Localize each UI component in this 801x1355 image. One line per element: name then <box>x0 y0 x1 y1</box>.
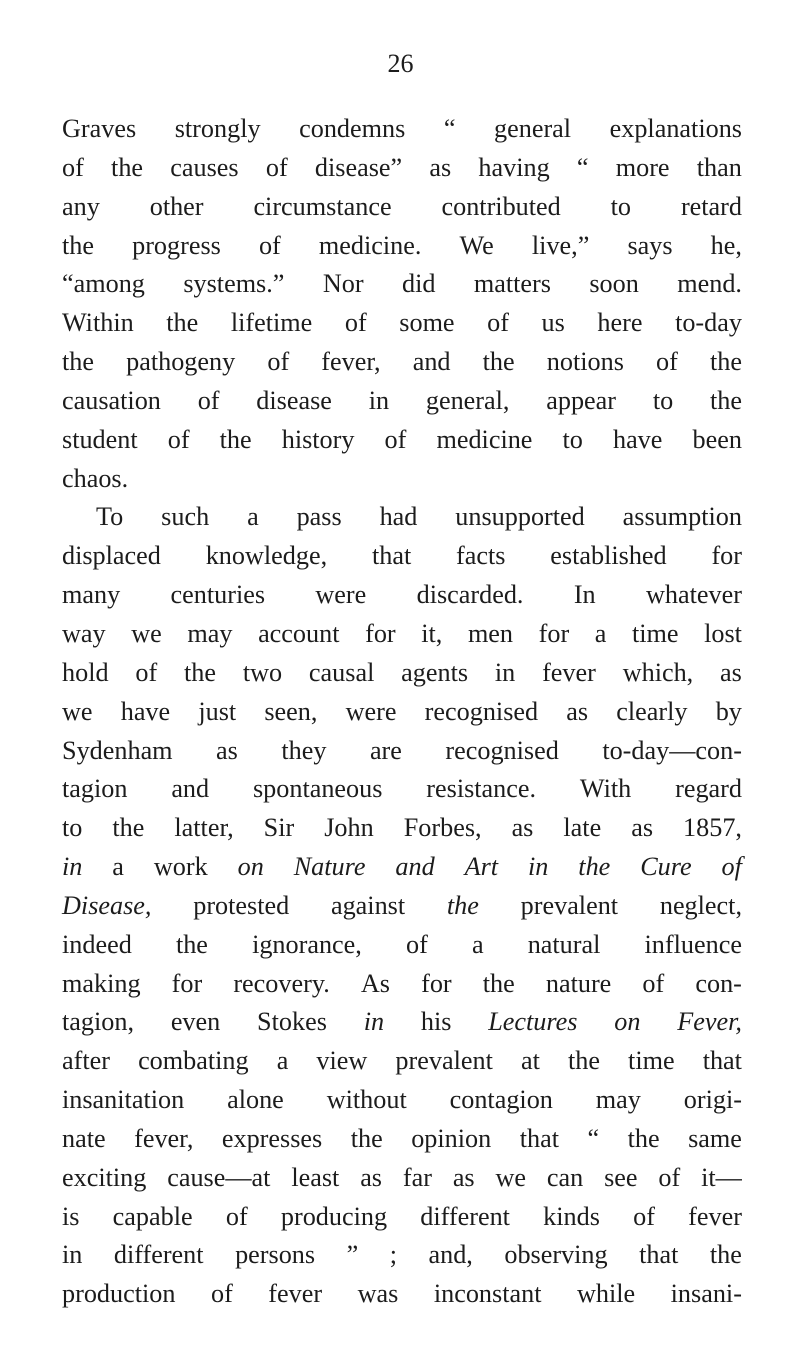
word: men <box>467 618 514 648</box>
word: a <box>471 929 484 959</box>
text-line <box>62 227 742 266</box>
word: As <box>360 968 390 998</box>
word: the <box>567 1046 600 1076</box>
word: the <box>446 890 479 920</box>
word: student <box>62 424 138 454</box>
word: producing <box>280 1201 388 1231</box>
word: a <box>112 852 124 882</box>
word: insani- <box>670 1279 742 1309</box>
word: way <box>62 618 106 648</box>
text-line <box>62 421 742 460</box>
word: spontaneous <box>252 774 383 804</box>
word: production <box>62 1279 176 1309</box>
word: Forbes, <box>403 813 482 843</box>
word: Sir <box>263 813 295 843</box>
word: of <box>135 657 158 687</box>
word: time <box>631 618 679 648</box>
word: as <box>720 657 742 687</box>
word: retard <box>680 191 742 221</box>
word: least <box>291 1162 340 1192</box>
word: late <box>563 813 602 843</box>
word: that <box>519 1123 559 1153</box>
word: here <box>597 308 643 338</box>
word: which, <box>622 657 694 687</box>
word: the <box>62 347 94 377</box>
word: contagion <box>449 1085 553 1115</box>
word: were <box>315 580 367 610</box>
text-line <box>62 188 742 227</box>
word: work <box>153 852 208 882</box>
word: of <box>267 347 290 377</box>
word: strongly <box>174 114 261 143</box>
word: natural <box>527 929 601 959</box>
word: pathogeny <box>126 347 236 377</box>
word: lost <box>704 618 742 648</box>
page-number: 26 <box>387 49 414 78</box>
word: at <box>520 1046 540 1076</box>
word: two <box>242 657 283 687</box>
word: that <box>371 541 412 571</box>
word: to <box>652 385 674 415</box>
word: Stokes <box>257 1007 327 1037</box>
word: says <box>627 230 673 260</box>
text-line <box>62 848 742 887</box>
text-line <box>62 460 742 499</box>
word: many <box>62 580 121 610</box>
text-line <box>62 965 742 1004</box>
word: than <box>696 152 742 182</box>
word: was <box>357 1279 399 1309</box>
text-line <box>62 1003 742 1042</box>
word: we <box>62 696 93 726</box>
text-line <box>62 887 742 926</box>
word: We <box>459 230 494 260</box>
text-line <box>62 1081 742 1120</box>
word: as <box>566 696 589 726</box>
word: discarded. <box>416 580 524 610</box>
word: indeed <box>62 929 132 959</box>
word: seen, <box>264 696 318 726</box>
word: time <box>628 1046 675 1076</box>
word: and, <box>428 1240 473 1270</box>
word: we <box>131 618 162 648</box>
word: to <box>562 424 583 454</box>
word: nate <box>62 1123 106 1153</box>
word: hold <box>62 657 109 687</box>
word: regard <box>675 774 742 804</box>
word: without <box>326 1085 407 1115</box>
word: to <box>610 191 632 221</box>
word: opinion <box>411 1123 492 1153</box>
word: causal <box>308 657 375 687</box>
word: the <box>112 813 145 843</box>
word: cause—at <box>167 1162 271 1192</box>
word: they <box>281 735 327 765</box>
word: mend. <box>677 269 742 299</box>
word: of <box>344 308 367 338</box>
word: “ <box>587 1123 600 1153</box>
word: “ <box>443 114 456 143</box>
word: after <box>62 1046 110 1076</box>
word: in <box>368 385 390 415</box>
word: Lectures <box>488 1007 578 1037</box>
word: fever <box>268 1279 323 1309</box>
word: a <box>276 1046 289 1076</box>
word: circumstance <box>253 191 392 221</box>
word: the <box>627 1123 660 1153</box>
word: insanitation <box>62 1085 185 1115</box>
word: progress <box>132 230 221 260</box>
word: ” <box>346 1240 359 1270</box>
text-line <box>62 809 742 848</box>
word: combating <box>138 1046 249 1076</box>
word: of <box>721 852 742 882</box>
word: ; <box>389 1240 397 1270</box>
word: With <box>579 774 632 804</box>
word: Nor <box>322 269 364 299</box>
word: different <box>113 1240 204 1270</box>
text-line <box>62 654 742 693</box>
word: tagion <box>62 774 128 804</box>
word: centuries <box>170 580 266 610</box>
text-line <box>62 1198 742 1237</box>
word: influence <box>644 929 742 959</box>
word: expresses <box>221 1123 323 1153</box>
text-line <box>62 1042 742 1081</box>
word: the <box>709 1240 742 1270</box>
word: for <box>421 968 452 998</box>
word: and <box>395 852 435 882</box>
word: different <box>420 1201 510 1231</box>
word: neglect, <box>659 890 742 920</box>
word: in <box>363 1007 385 1037</box>
word: view <box>316 1046 368 1076</box>
word: contributed <box>441 191 561 221</box>
word: Art <box>464 852 499 882</box>
word: 1857, <box>683 813 742 843</box>
text-line <box>62 1120 742 1159</box>
word: had <box>379 502 418 532</box>
word: us <box>541 308 565 338</box>
word: fever <box>542 657 596 687</box>
word: and <box>412 347 451 377</box>
word: matters <box>473 269 551 299</box>
word: in <box>528 852 549 882</box>
word: the <box>62 230 94 260</box>
word: Cure <box>640 852 692 882</box>
word: of <box>642 968 665 998</box>
word: causes <box>170 152 239 182</box>
word: observing <box>504 1240 608 1270</box>
word: for <box>365 618 396 648</box>
word: may <box>595 1085 641 1115</box>
word: some <box>399 308 455 338</box>
word: recognised <box>445 735 559 765</box>
word: persons <box>235 1240 316 1270</box>
word: while <box>576 1279 636 1309</box>
word: fever, <box>321 347 381 377</box>
word: history <box>281 424 355 454</box>
word: inconstant <box>433 1279 542 1309</box>
word: the <box>175 929 208 959</box>
word: nature <box>545 968 612 998</box>
word: the <box>482 968 515 998</box>
word: the <box>578 852 611 882</box>
word: in <box>62 1240 83 1270</box>
word: prevalent <box>395 1046 493 1076</box>
word: and <box>171 774 210 804</box>
word: of <box>405 929 428 959</box>
word: ignorance, <box>252 929 362 959</box>
word: far <box>402 1162 432 1192</box>
word: on <box>237 852 264 882</box>
word: his <box>420 1007 452 1037</box>
word: facts <box>456 541 506 571</box>
word: the <box>709 347 742 377</box>
word: soon <box>589 269 639 299</box>
word: of <box>167 424 190 454</box>
word: as <box>511 813 534 843</box>
word: displaced <box>62 541 161 571</box>
word: in <box>62 852 83 882</box>
word: by <box>715 696 742 726</box>
word: fever, <box>134 1123 194 1153</box>
word: resistance. <box>426 774 537 804</box>
text-line <box>62 537 742 576</box>
text-line <box>62 304 742 343</box>
word: making <box>62 968 141 998</box>
word: been <box>692 424 742 454</box>
word: as <box>216 735 238 765</box>
word: origi- <box>683 1085 742 1115</box>
word: of <box>265 152 288 182</box>
text-line <box>62 265 742 304</box>
word: explanations <box>609 114 742 143</box>
text-line <box>62 770 742 809</box>
word: have <box>612 424 663 454</box>
word: Graves <box>62 114 137 143</box>
word: may <box>187 618 233 648</box>
text-line <box>62 1159 742 1198</box>
word: lifetime <box>230 308 313 338</box>
word: to-day <box>675 308 742 338</box>
word: that <box>702 1046 742 1076</box>
word: it, <box>421 618 443 648</box>
text-line <box>62 615 742 654</box>
word: appear <box>546 385 617 415</box>
word: of <box>210 1279 233 1309</box>
text-line <box>62 343 742 382</box>
word: even <box>170 1007 221 1037</box>
word: for <box>711 541 742 571</box>
word: systems.” <box>183 269 285 299</box>
text-line <box>62 1236 742 1275</box>
word: the <box>482 347 515 377</box>
word: see <box>604 1162 638 1192</box>
word: account <box>258 618 340 648</box>
word: fever <box>688 1201 742 1231</box>
word: medicine. <box>318 230 422 260</box>
word: John <box>324 813 374 843</box>
word: pass <box>296 502 342 532</box>
word: “ <box>576 152 589 182</box>
word: “among <box>62 269 145 299</box>
word: disease <box>256 385 332 415</box>
body-text <box>62 110 742 1314</box>
word: to <box>62 813 83 843</box>
word: tagion, <box>62 1007 135 1037</box>
word: of <box>62 152 84 182</box>
word: Nature <box>293 852 366 882</box>
word: Disease, <box>62 890 152 920</box>
word: against <box>330 890 406 920</box>
text-line <box>62 926 742 965</box>
word: the <box>111 152 144 182</box>
word: the <box>166 308 199 338</box>
word: unsupported <box>455 502 585 532</box>
word: were <box>345 696 397 726</box>
text-line <box>62 1275 742 1314</box>
word: we <box>495 1162 527 1192</box>
word: kinds <box>543 1201 600 1231</box>
word: assumption <box>622 502 742 532</box>
word: having <box>478 152 550 182</box>
word: of <box>258 230 281 260</box>
text-line <box>62 382 742 421</box>
word: as <box>429 152 452 182</box>
text-line <box>62 732 742 771</box>
word: is <box>62 1201 80 1231</box>
word: whatever <box>645 580 742 610</box>
word: for <box>538 618 570 648</box>
word: exciting <box>62 1162 147 1192</box>
word: as <box>452 1162 475 1192</box>
word: to-day—con- <box>602 735 742 765</box>
word: are <box>369 735 402 765</box>
word: that <box>639 1240 679 1270</box>
word: a <box>594 618 607 648</box>
word: Sydenham <box>62 735 173 765</box>
word: the <box>709 385 742 415</box>
word: To <box>96 502 124 532</box>
word: as <box>360 1162 383 1192</box>
word: recovery. <box>233 968 330 998</box>
word: medicine <box>436 424 533 454</box>
word: the <box>184 657 217 687</box>
word: of <box>225 1201 248 1231</box>
word: any <box>62 191 100 221</box>
word: general, <box>425 385 510 415</box>
word: same <box>688 1123 742 1153</box>
word: alone <box>227 1085 284 1115</box>
word: live,” <box>531 230 590 260</box>
word: can <box>546 1162 584 1192</box>
text-line <box>62 693 742 732</box>
word: general <box>494 114 572 143</box>
word: knowledge, <box>205 541 328 571</box>
word: of <box>197 385 220 415</box>
word: prevalent <box>520 890 619 920</box>
text-line <box>62 576 742 615</box>
word: the <box>350 1123 383 1153</box>
word: recognised <box>424 696 539 726</box>
word: in <box>494 657 516 687</box>
word: disease” <box>314 152 403 182</box>
word: of <box>633 1201 655 1231</box>
word: for <box>171 968 203 998</box>
word: clearly <box>616 696 688 726</box>
word: causation <box>62 385 161 415</box>
word: as <box>631 813 654 843</box>
word: of <box>487 308 509 338</box>
word: of <box>656 347 678 377</box>
word: Within <box>62 308 134 338</box>
word: protested <box>193 890 290 920</box>
word: capable <box>112 1201 193 1231</box>
word: did <box>401 269 436 299</box>
text-line <box>62 498 742 537</box>
word: a <box>247 502 259 532</box>
word: notions <box>546 347 624 377</box>
word: latter, <box>174 813 234 843</box>
word: con- <box>695 968 742 998</box>
word: condemns <box>299 114 406 143</box>
word: have <box>120 696 171 726</box>
text-line <box>62 110 742 149</box>
word: more <box>615 152 670 182</box>
word: the <box>219 424 252 454</box>
word: such <box>161 502 210 532</box>
text-line <box>62 149 742 188</box>
word: it— <box>701 1162 742 1192</box>
word: on <box>614 1007 641 1037</box>
word: established <box>550 541 667 571</box>
word: agents <box>401 657 469 687</box>
word: chaos. <box>62 463 129 493</box>
word: just <box>198 696 237 726</box>
word: Fever, <box>677 1007 742 1037</box>
word: of <box>658 1162 681 1192</box>
word: of <box>384 424 407 454</box>
word: other <box>149 191 204 221</box>
word: he, <box>710 230 742 260</box>
word: In <box>573 580 596 610</box>
